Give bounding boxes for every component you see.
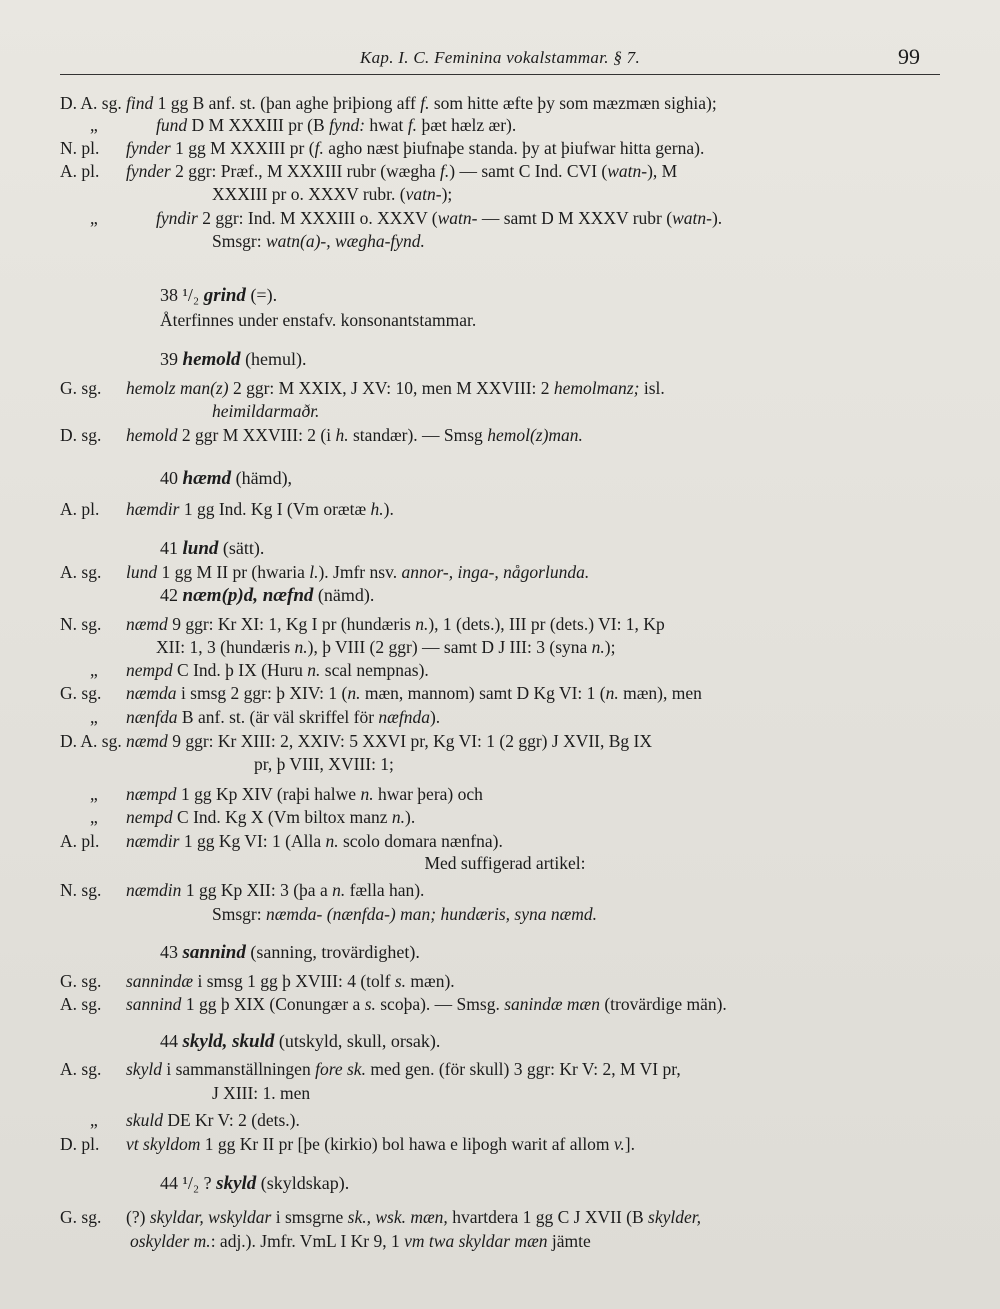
text-line: G. sg. sannindæ i smsg 1 gg þ XVIII: 4 (tolf s. mæn). xyxy=(60,971,455,991)
text-line: Smsgr: watn(a)-, wægha-fynd. xyxy=(212,231,425,251)
headword: sannind xyxy=(182,942,246,963)
page-header xyxy=(60,44,940,75)
entry-heading: 44 skyld, skuld (utskyld, skull, orsak). xyxy=(160,1031,441,1052)
text-line: N. sg. næmdin 1 gg Kp XII: 3 (þa a n. fælla han). xyxy=(60,880,425,900)
headword: lund xyxy=(182,538,219,559)
text-line: G. sg. (?) skyldar, wskyldar i smsgrne sk., wsk. mæn, hvartdera 1 gg C J XVII (B skylder, xyxy=(60,1207,702,1227)
headword: skyld, skuld xyxy=(182,1031,275,1052)
text-line: XII: 1, 3 (hundæris n.), þ VIII (2 ggr) — samt D J III: 3 (syna n.); xyxy=(156,637,616,657)
section-note: Med suffigerad artikel: xyxy=(424,853,586,873)
text-line: A. pl. fynder 2 ggr: Præf., M XXXIII rubr (wægha f.) — samt C Ind. CVI (watn-), M xyxy=(60,161,678,181)
case-label: D. A. sg. xyxy=(60,93,122,113)
entry-heading: 41 lund (sätt). xyxy=(160,538,265,559)
text-line: N. sg. næmd 9 ggr: Kr XI: 1, Kg I pr (hundæris n.), 1 (dets.), III pr (dets.) VI: 1, Kp xyxy=(60,614,665,634)
text-line: heimildarmaðr. xyxy=(212,401,320,421)
text-line: „ skuld DE Kr V: 2 (dets.). xyxy=(90,1110,300,1130)
text-line: D. A. sg. find 1 gg B anf. st. (þan aghe þriþiong aff f. som hitte æfte þy som mæzmæn sighia); xyxy=(60,93,717,113)
text-line: N. pl. fynder 1 gg M XXXIII pr (f. agho næst þiufnaþe standa. þy at þiufwar hitta gerna). xyxy=(60,138,705,158)
entry-heading: 40 hæmd (hämd), xyxy=(160,468,293,489)
text-line: A. sg. skyld i sammanställningen fore sk. med gen. (för skull) 3 ggr: Kr V: 2, M VI pr, xyxy=(60,1059,681,1079)
page-number: 99 xyxy=(898,44,920,69)
text-line: D. pl. vt skyldom 1 gg Kr II pr [þe (kirkio) bol hawa e liþogh warit af allom v.]. xyxy=(60,1134,635,1154)
entry-heading: 43 sannind (sanning, trovärdighet). xyxy=(160,942,420,963)
text-line: A. pl. næmdir 1 gg Kg VI: 1 (Alla n. scolo domara nænfna). xyxy=(60,831,503,851)
entry-heading: 38 ¹/₂ grind (=). xyxy=(160,285,278,306)
headword: hæmd xyxy=(182,468,232,489)
word-form: find xyxy=(126,93,154,113)
text-line: Smsgr: næmda- (nænfda-) man; hundæris, syna næmd. xyxy=(212,904,598,924)
text-line: D. sg. hemold 2 ggr M XXVIII: 2 (i h. standær). — Smsg hemol(z)man. xyxy=(60,425,583,445)
entry-heading: 42 næm(p)d, næfnd (nämd). xyxy=(160,585,375,606)
text-line: A. sg. sannind 1 gg þ XIX (Conungær a s. scoþa). — Smsg. sanindæ mæn (trovärdige män). xyxy=(60,994,727,1014)
text-line: „ fund D M XXXIII pr (B fynd: hwat f. þæt hælz ær). xyxy=(90,115,517,135)
text-line: XXXIII pr o. XXXV rubr. (vatn-); xyxy=(212,184,453,204)
text-line: J XIII: 1. men xyxy=(212,1083,311,1103)
text-line: „ fyndir 2 ggr: Ind. M XXXIII o. XXXV (watn- — samt D M XXXV rubr (watn-). xyxy=(90,208,723,228)
headword: grind xyxy=(203,285,246,306)
text-line: „ nænfda B anf. st. (är väl skriffel för næfnda). xyxy=(90,707,441,727)
headword: hemold xyxy=(182,349,241,370)
running-head: Kap. I. C. Feminina vokalstammar. § 7. xyxy=(359,48,641,67)
text-line: Återfinnes under enstafv. konsonantstammar. xyxy=(160,310,477,330)
headword: næm(p)d, næfnd xyxy=(182,585,314,606)
text-line: „ nempd C Ind. þ IX (Huru n. scal nempnas). xyxy=(90,660,429,680)
headword: skyld xyxy=(216,1173,257,1194)
text-line: „ næmpd 1 gg Kp XIV (raþi halwe n. hwar þera) och xyxy=(90,784,483,804)
entry-heading: 39 hemold (hemul). xyxy=(160,349,307,370)
text-line: D. A. sg. næmd 9 ggr: Kr XIII: 2, XXIV: 5 XXVI pr, Kg VI: 1 (2 ggr) J XVII, Bg IX xyxy=(60,731,653,751)
text-line: A. sg. lund 1 gg M II pr (hwaria l.). Jmfr nsv. annor-, inga-, någorlunda. xyxy=(60,562,590,582)
text-line: G. sg. næmda i smsg 2 ggr: þ XIV: 1 (n. mæn, mannom) samt D Kg VI: 1 (n. mæn), men xyxy=(60,683,702,703)
text-line: pr, þ VIII, XVIII: 1; xyxy=(254,754,394,774)
entry-heading: 44 ¹/₂ ? skyld (skyldskap). xyxy=(160,1173,350,1194)
text-line: A. pl. hæmdir 1 gg Ind. Kg I (Vm orætæ h.). xyxy=(60,499,394,519)
text-line: oskylder m.: adj.). Jmfr. VmL I Kr 9, 1 vm twa skyldar mæn jämte xyxy=(130,1231,591,1251)
text-line: „ nempd C Ind. Kg X (Vm biltox manz n.). xyxy=(90,807,416,827)
text-line: G. sg. hemolz man(z) 2 ggr: M XXIX, J XV: 10, men M XXVIII: 2 hemolmanz; isl. xyxy=(60,378,665,398)
